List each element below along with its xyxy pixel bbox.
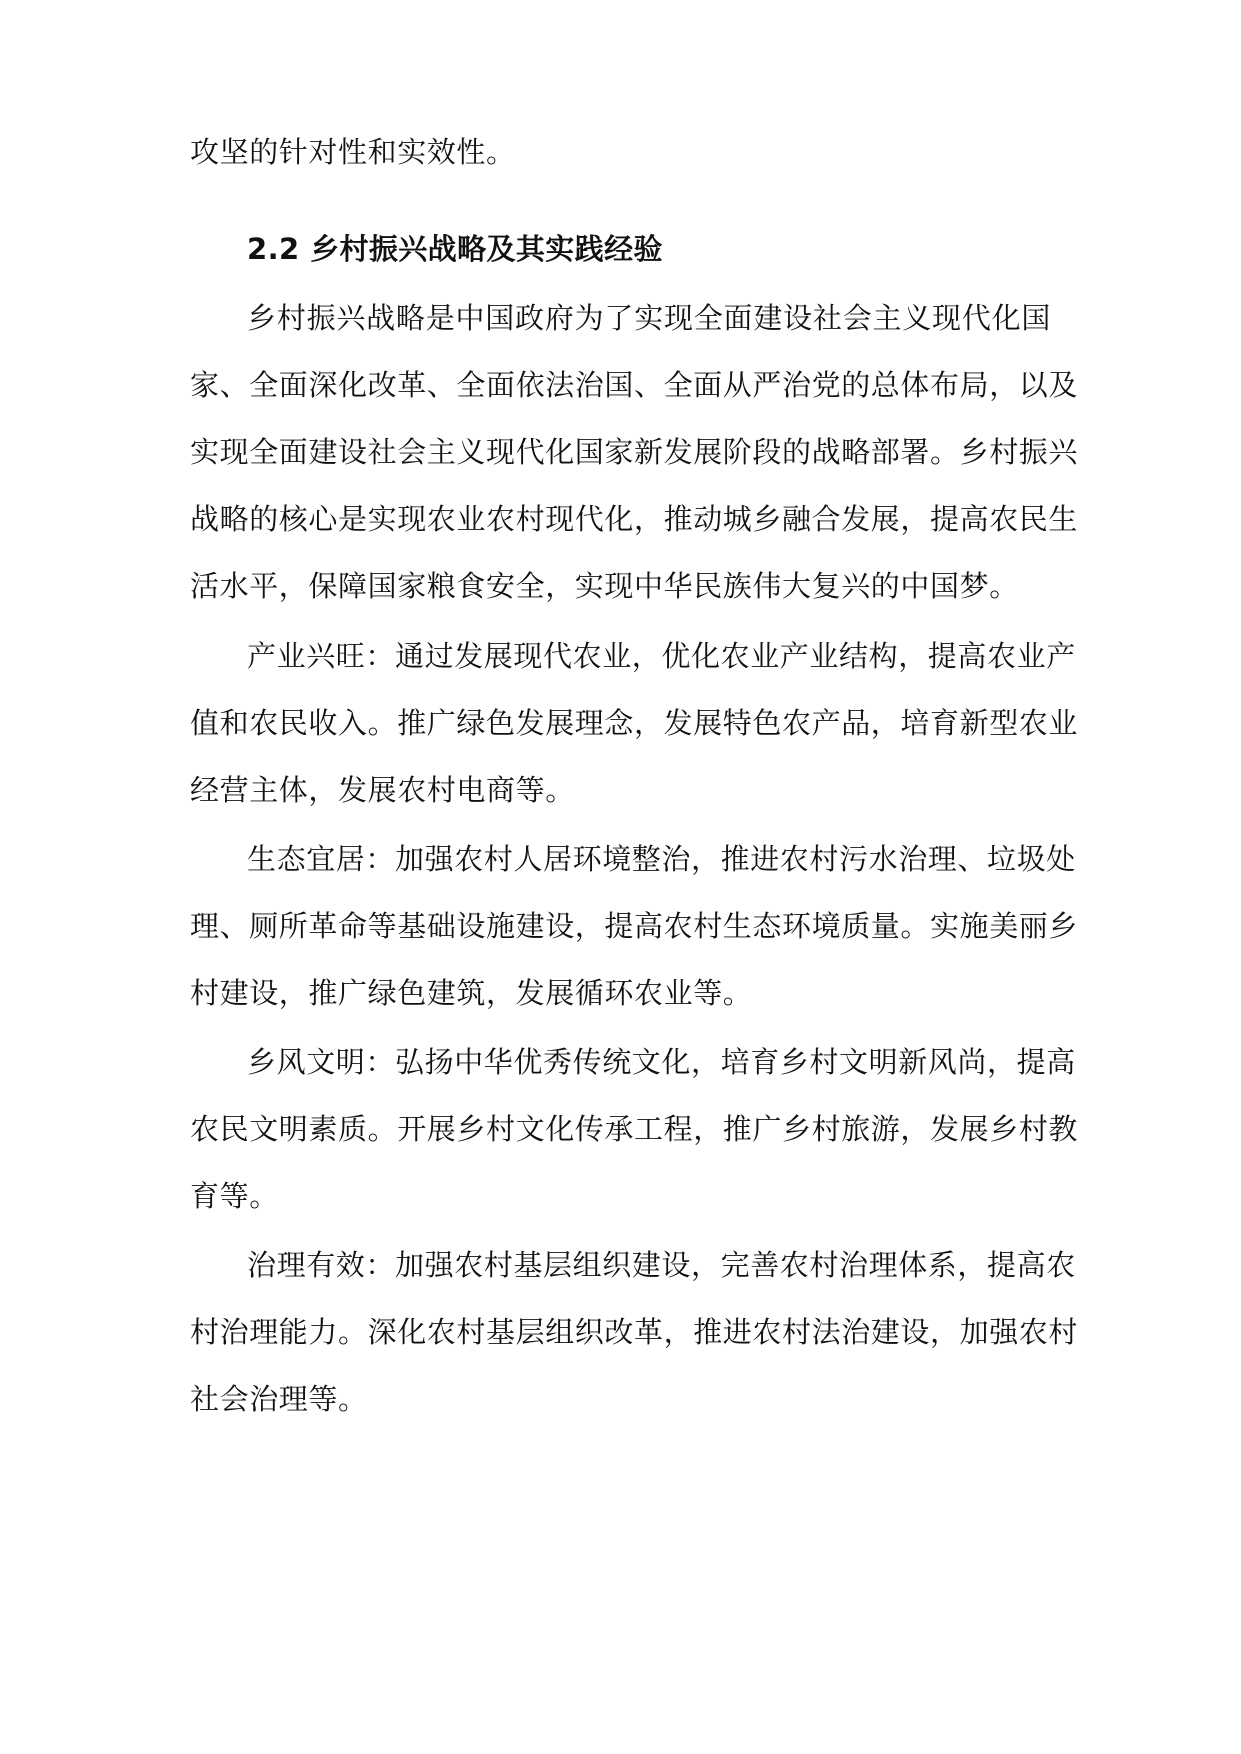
paragraph-line: 实现全面建设社会主义现代化国家新发展阶段的战略部署。乡村振兴 <box>190 435 1079 469</box>
paragraph-line: 活水平，保障国家粮食安全，实现中华民族伟大复兴的中国梦。 <box>190 569 1019 603</box>
carryover-line: 攻坚的针对性和实效性。 <box>190 135 516 169</box>
paragraph-line: 家、全面深化改革、全面依法治国、全面从严治党的总体布局，以及 <box>190 368 1079 402</box>
paragraph-line: 村治理能力。深化农村基层组织改革，推进农村法治建设，加强农村 <box>190 1315 1079 1349</box>
paragraph-line: 战略的核心是实现农业农村现代化，推动城乡融合发展，提高农民生 <box>190 502 1079 536</box>
paragraph-line: 值和农民收入。推广绿色发展理念，发展特色农产品，培育新型农业 <box>190 706 1079 740</box>
paragraph-line: 农民文明素质。开展乡村文化传承工程，推广乡村旅游，发展乡村教 <box>190 1112 1079 1146</box>
paragraph-line: 乡村振兴战略是中国政府为了实现全面建设社会主义现代化国 <box>247 301 1051 335</box>
paragraph-line: 理、厕所革命等基础设施建设，提高农村生态环境质量。实施美丽乡 <box>190 909 1079 943</box>
paragraph-line: 产业兴旺：通过发展现代农业，优化农业产业结构，提高农业产 <box>247 639 1076 673</box>
paragraph-line: 治理有效：加强农村基层组织建设，完善农村治理体系，提高农 <box>247 1248 1076 1282</box>
paragraph-line: 乡风文明：弘扬中华优秀传统文化，培育乡村文明新风尚，提高 <box>247 1045 1076 1079</box>
paragraph-line: 经营主体，发展农村电商等。 <box>190 773 575 807</box>
paragraph-line: 村建设，推广绿色建筑，发展循环农业等。 <box>190 976 753 1010</box>
paragraph-line: 育等。 <box>190 1179 279 1213</box>
paragraph-line: 社会治理等。 <box>190 1382 368 1416</box>
section-heading: 2.2 乡村振兴战略及其实践经验 <box>247 232 663 266</box>
paragraph-line: 生态宜居：加强农村人居环境整治，推进农村污水治理、垃圾处 <box>247 842 1076 876</box>
